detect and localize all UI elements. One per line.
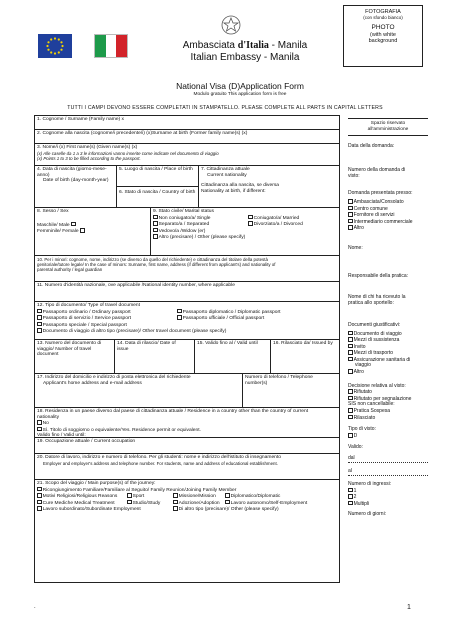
field-2-surname-at-birth[interactable]: 2. Cognome alla nascita (cognome/i precedente/i) (x)Surname at birth (Former family name(s) (x) xyxy=(35,130,339,144)
field-13-document-number[interactable]: 13. Numero del documento di viaggio/ Number of travel document xyxy=(35,340,115,373)
field-5-place-of-birth[interactable]: 5. Luogo di nascita / Place of birth xyxy=(117,166,198,187)
submitted-at-label: Domanda presentata presso: xyxy=(348,190,413,197)
marital-married-option[interactable]: Coniugato/a/ Married xyxy=(248,215,303,221)
submitted-service-provider-option[interactable]: Fornitore di servizi xyxy=(348,212,428,219)
reserved-note: Spazio riservato all'amministrazione xyxy=(348,121,428,136)
visa-type-label: Tipo di visto: xyxy=(348,426,376,433)
field-9-marital-status: 9. Stato civile/ Marital status Non coniugato/a/ Single Separato/a / Separated Vedovo/a /Widow (er) Coniugato/a/ Married Divorziato/a / Divorced Altro (precisare) / Other (please specify) xyxy=(151,208,341,255)
field-10-minors[interactable]: 10. Per i minori: cognome, nome, indirizzo (se diverso da quello del richiedente) e cittadinanza del titolare della potestà genitoriale/tutore legale/ In the case of minors: Surname, first name, address (if different from applicant's) and nationality of parental authority / legal guardian xyxy=(35,256,339,282)
decision-refused-option[interactable]: Rifiutato xyxy=(348,389,428,396)
administration-column: Spazio riservato all'amministrazione Data della domanda: Numero della domanda di visto: Domanda presentata presso: Ambasciata/Consolato Centro comune Fornitore di servizi Intermediario commerciale Altro Nome: Responsabile della pratica: Nome di chi ha ricevuto la pratica allo sportello: Documenti giustificativi: Documento di viaggio Mezzi di sussistenza Invito Mezzi di trasporto Assicurazione sanitaria di viaggio Altro Decisione relativa al visto: Rifiutato Rifiutato per segnalazione SIS non cancellabile: Pratica Sospesa Rilasciato Tipo di visto: D Valido: dal al Numero di ingressi: 1 2 Multipli Numero di giorni: xyxy=(348,115,428,518)
doc-ordinary-option[interactable]: Passaporto ordinario / Ordinary passport xyxy=(37,309,177,315)
sex-female-option[interactable]: Femminile/ Female xyxy=(37,228,148,234)
field-19-occupation[interactable]: 19. Occupazione attuale / Current occupation xyxy=(35,438,339,454)
field-12-document-type: 12. Tipo di documento/ Type of travel document Passaporto ordinario / Ordinary passport Passaporto di servizio / Service passport Passaporto speciale / Special passport Passaporto diplomatico / Diplomatic passport Passaporto ufficiale / Official passport Documento di viaggio di altro tipo (precisare)/ Other travel document (please specify) xyxy=(35,302,339,340)
residence-yes-option[interactable]: Sì. Titolo di soggiorno o equivalente/Yes. Residence permit or equivalent. xyxy=(37,427,337,433)
field-11-national-id[interactable]: 11. Numero d'identità nazionale, ove applicabile /National identity number, where applicable xyxy=(35,282,339,302)
decision-refused-sis-option[interactable]: Rifiutato per segnalazione xyxy=(348,396,428,403)
decision-label: Decisione relativa al visto: xyxy=(348,382,406,389)
purpose-subordinate-employment-option[interactable]: Lavoro subordinato/Subordinate Employment xyxy=(37,506,173,512)
field-20-employer[interactable]: 20. Datore di lavoro, indirizzo e numero di telefono. Per gli studenti: nome e indirizzo dell'istituto di insegnamento Employer and employer's address and telephone number. For students, name and address of educational establishment. xyxy=(35,454,339,480)
italian-emblem-icon xyxy=(220,14,242,36)
sex-male-option[interactable]: Maschile/ Male xyxy=(37,222,148,228)
field-16-issued-by[interactable]: 16. Rilasciato da/ Issued by xyxy=(273,341,333,346)
doc-special-option[interactable]: Passaporto speciale / Special passport xyxy=(37,322,177,328)
field-14-date-of-issue[interactable]: 14. Data di rilascio/ Date of issue xyxy=(115,340,195,373)
field-15-valid-until[interactable]: 15. Valido fino al / Valid until xyxy=(195,340,271,373)
field-3-first-name[interactable]: 3. Nome/i (x) First name(s) (Given name(s) (x) (x) Alle caselle da 1 a 3 le informazioni vanno inserite come indicate nel documento di viaggio (x) Points 1 to 3 to be filled according to the passport. xyxy=(35,144,339,166)
valid-label: Valido: xyxy=(348,443,363,450)
purpose-self-employment-option[interactable]: Lavoro autonomo/Self-Employment xyxy=(225,500,307,506)
field-6-country-of-birth[interactable]: 6. Stato di nascita / Country of birth xyxy=(119,190,196,195)
fields-8-9 xyxy=(35,208,339,256)
purpose-religious-option[interactable]: Motivi Religiosi/Religious Reasons xyxy=(37,493,127,499)
submitted-embassy-option[interactable]: Ambasciata/Consolato xyxy=(348,199,428,206)
marital-widow-option[interactable]: Vedovo/a /Widow (er) xyxy=(153,228,248,234)
submitted-intermediary-option[interactable]: Intermediario commerciale xyxy=(348,219,428,226)
form-title: National Visa (D)Application Form Modulo gratuito This application form is free xyxy=(176,81,304,97)
field-21-purpose: 21. Scopo del viaggio / Main purpose(s) of the journey: Ricongiungimento Familiare/Familiare al Seguito/ Family Reunion/Joining Family Member Motivi Religiosi/Religious Reasons Sport Missione/Mission Diplomatico/Diplomatic Cure Mediche Medical Treatment Studio/Study Adozione/Adoption Lavoro autonomo/Self-Employment Lavoro subordinato/Subordinate Employment Di altro tipo (precisare)/ Other (please specify) xyxy=(35,480,339,584)
doc-other-admin-option[interactable]: Altro xyxy=(348,369,428,376)
doc-means-option[interactable]: Mezzi di sussistenza xyxy=(348,337,428,344)
field-17-telephone[interactable]: Numero di telefono / Telephone number(s) xyxy=(245,375,313,386)
field-1-surname[interactable]: 1. Cognome / Surname (Family name) x xyxy=(35,116,339,130)
reserved-line xyxy=(348,115,428,119)
italy-flag-icon xyxy=(94,34,128,58)
eu-flag-icon xyxy=(38,34,72,58)
checkbox[interactable] xyxy=(80,228,85,233)
entries-one-option[interactable]: 1 xyxy=(348,488,428,495)
application-number-label: Numero della domanda di visto: xyxy=(348,166,406,179)
visa-type-d-option[interactable]: D xyxy=(348,433,428,440)
field-8-sex: 8. Sesso / Sex Maschile/ Male Femminile/ Female xyxy=(35,208,151,255)
doc-insurance-option[interactable]: Assicurazione sanitaria di xyxy=(348,357,428,364)
doc-transport-option[interactable]: Mezzi di trasporto xyxy=(348,350,428,357)
field-17-address xyxy=(35,374,339,408)
fields-13-to-16 xyxy=(35,340,339,374)
flags xyxy=(38,34,128,58)
receiver-label: Nome di chi ha ricevuto la pratica allo sportello: xyxy=(348,294,406,307)
doc-official-option[interactable]: Passaporto ufficiale / Official passport xyxy=(177,315,280,321)
handler-label: Responsabile della pratica: xyxy=(348,272,409,279)
valid-to-field[interactable]: al xyxy=(348,469,428,476)
purpose-other-option[interactable]: Di altro tipo (precisare)/ Other (please specify) xyxy=(173,506,279,512)
doc-service-option[interactable]: Passaporto di servizio / Service passport xyxy=(37,315,177,321)
entries-label: Numero di ingressi: xyxy=(348,480,392,487)
decision-suspended-option[interactable]: Pratica Sospesa xyxy=(348,408,428,415)
valid-from-field[interactable]: dal xyxy=(348,456,428,463)
purpose-diplomatic-option[interactable]: Diplomatico/Diplomatic xyxy=(225,493,280,499)
doc-other-option[interactable]: Documento di viaggio di altro tipo (precisare)/ Other travel document (please specify) xyxy=(37,328,337,334)
embassy-name-it: Ambasciata d'Italia - Manila xyxy=(182,40,308,51)
field-17-home-address[interactable]: 17. Indirizzo del domicilio e indirizzo di posta elettronica del richiedente Applicant's home address and e-mail address xyxy=(35,374,243,407)
submitted-common-centre-option[interactable]: Centro comune xyxy=(348,206,428,213)
embassy-header xyxy=(150,40,340,63)
photo-box: FOTOGRAFIA (con sfondo bianco) PHOTO (with white background xyxy=(343,5,423,67)
marital-separated-option[interactable]: Separato/a / Separated xyxy=(153,221,248,227)
decision-issued-option[interactable]: Rilasciato xyxy=(348,415,428,422)
footer-mark: . xyxy=(34,604,36,610)
days-label: Numero di giorni: xyxy=(348,511,387,518)
checkbox[interactable] xyxy=(71,222,76,227)
field-18-residence: 18. Residenza in un paese diverso dal paese di cittadinanza attuale / Residence in a country other than the country of current nationality No Sì. Titolo di soggiorno o equivalente/Yes. Residence permit or equivalent. Valido fino / Valid until: xyxy=(35,408,339,438)
entries-multiple-option[interactable]: Multipli xyxy=(348,501,428,508)
purpose-sport-option[interactable]: Sport xyxy=(127,493,173,499)
purpose-adoption-option[interactable]: Adozione/Adoption xyxy=(173,500,225,506)
field-7-nationality[interactable]: 7. Cittadinanza attuale Current nationality Cittadinanza alla nascita, se diversa Nationality at birth, if different: xyxy=(201,167,280,194)
marital-other-option[interactable]: Altro (precisare) / Other (please specify) xyxy=(153,234,339,240)
documents-label: Documenti giustificativi: xyxy=(348,321,401,328)
purpose-family-reunion-option[interactable]: Ricongiungimento Familiare/Familiare al Seguito/ Family Reunion/Joining Family Member xyxy=(37,487,337,493)
residence-no-option[interactable]: No xyxy=(37,420,337,426)
field-4-date-of-birth[interactable]: 4. Data di nascita (giorno-mese-anno) Date of birth (day-month-year) xyxy=(35,166,117,207)
marital-divorced-option[interactable]: Divorziato/a / Divorced xyxy=(248,221,303,227)
application-form xyxy=(34,115,340,583)
page-number: 1 xyxy=(407,604,411,611)
doc-invitation-option[interactable]: Invito xyxy=(348,344,428,351)
fields-5-6 xyxy=(117,166,199,207)
fields-4-to-7 xyxy=(35,166,339,208)
application-date-label: Data della domanda: xyxy=(348,143,395,150)
purpose-medical-option[interactable]: Cure Mediche Medical Treatment xyxy=(37,500,127,506)
instructions: TUTTI I CAMPI DEVONO ESSERE COMPLETATI IN STAMPATELLO. PLEASE COMPLETE ALL PARTS IN CAPITAL LETTERS xyxy=(67,105,383,111)
embassy-name-en: Italian Embassy - Manila xyxy=(190,51,300,63)
name-label: Nome: xyxy=(348,244,363,251)
doc-travel-option[interactable]: Documento di viaggio xyxy=(348,331,428,338)
submitted-other-option[interactable]: Altro xyxy=(348,225,428,232)
doc-diplomatic-option[interactable]: Passaporto diplomatico / Diplomatic passport xyxy=(177,309,280,315)
marital-single-option[interactable]: Non coniugato/a/ Single xyxy=(153,215,248,221)
purpose-mission-option[interactable]: Missione/Mission xyxy=(173,493,225,499)
purpose-study-option[interactable]: Studio/Study xyxy=(127,500,173,506)
entries-two-option[interactable]: 2 xyxy=(348,494,428,501)
